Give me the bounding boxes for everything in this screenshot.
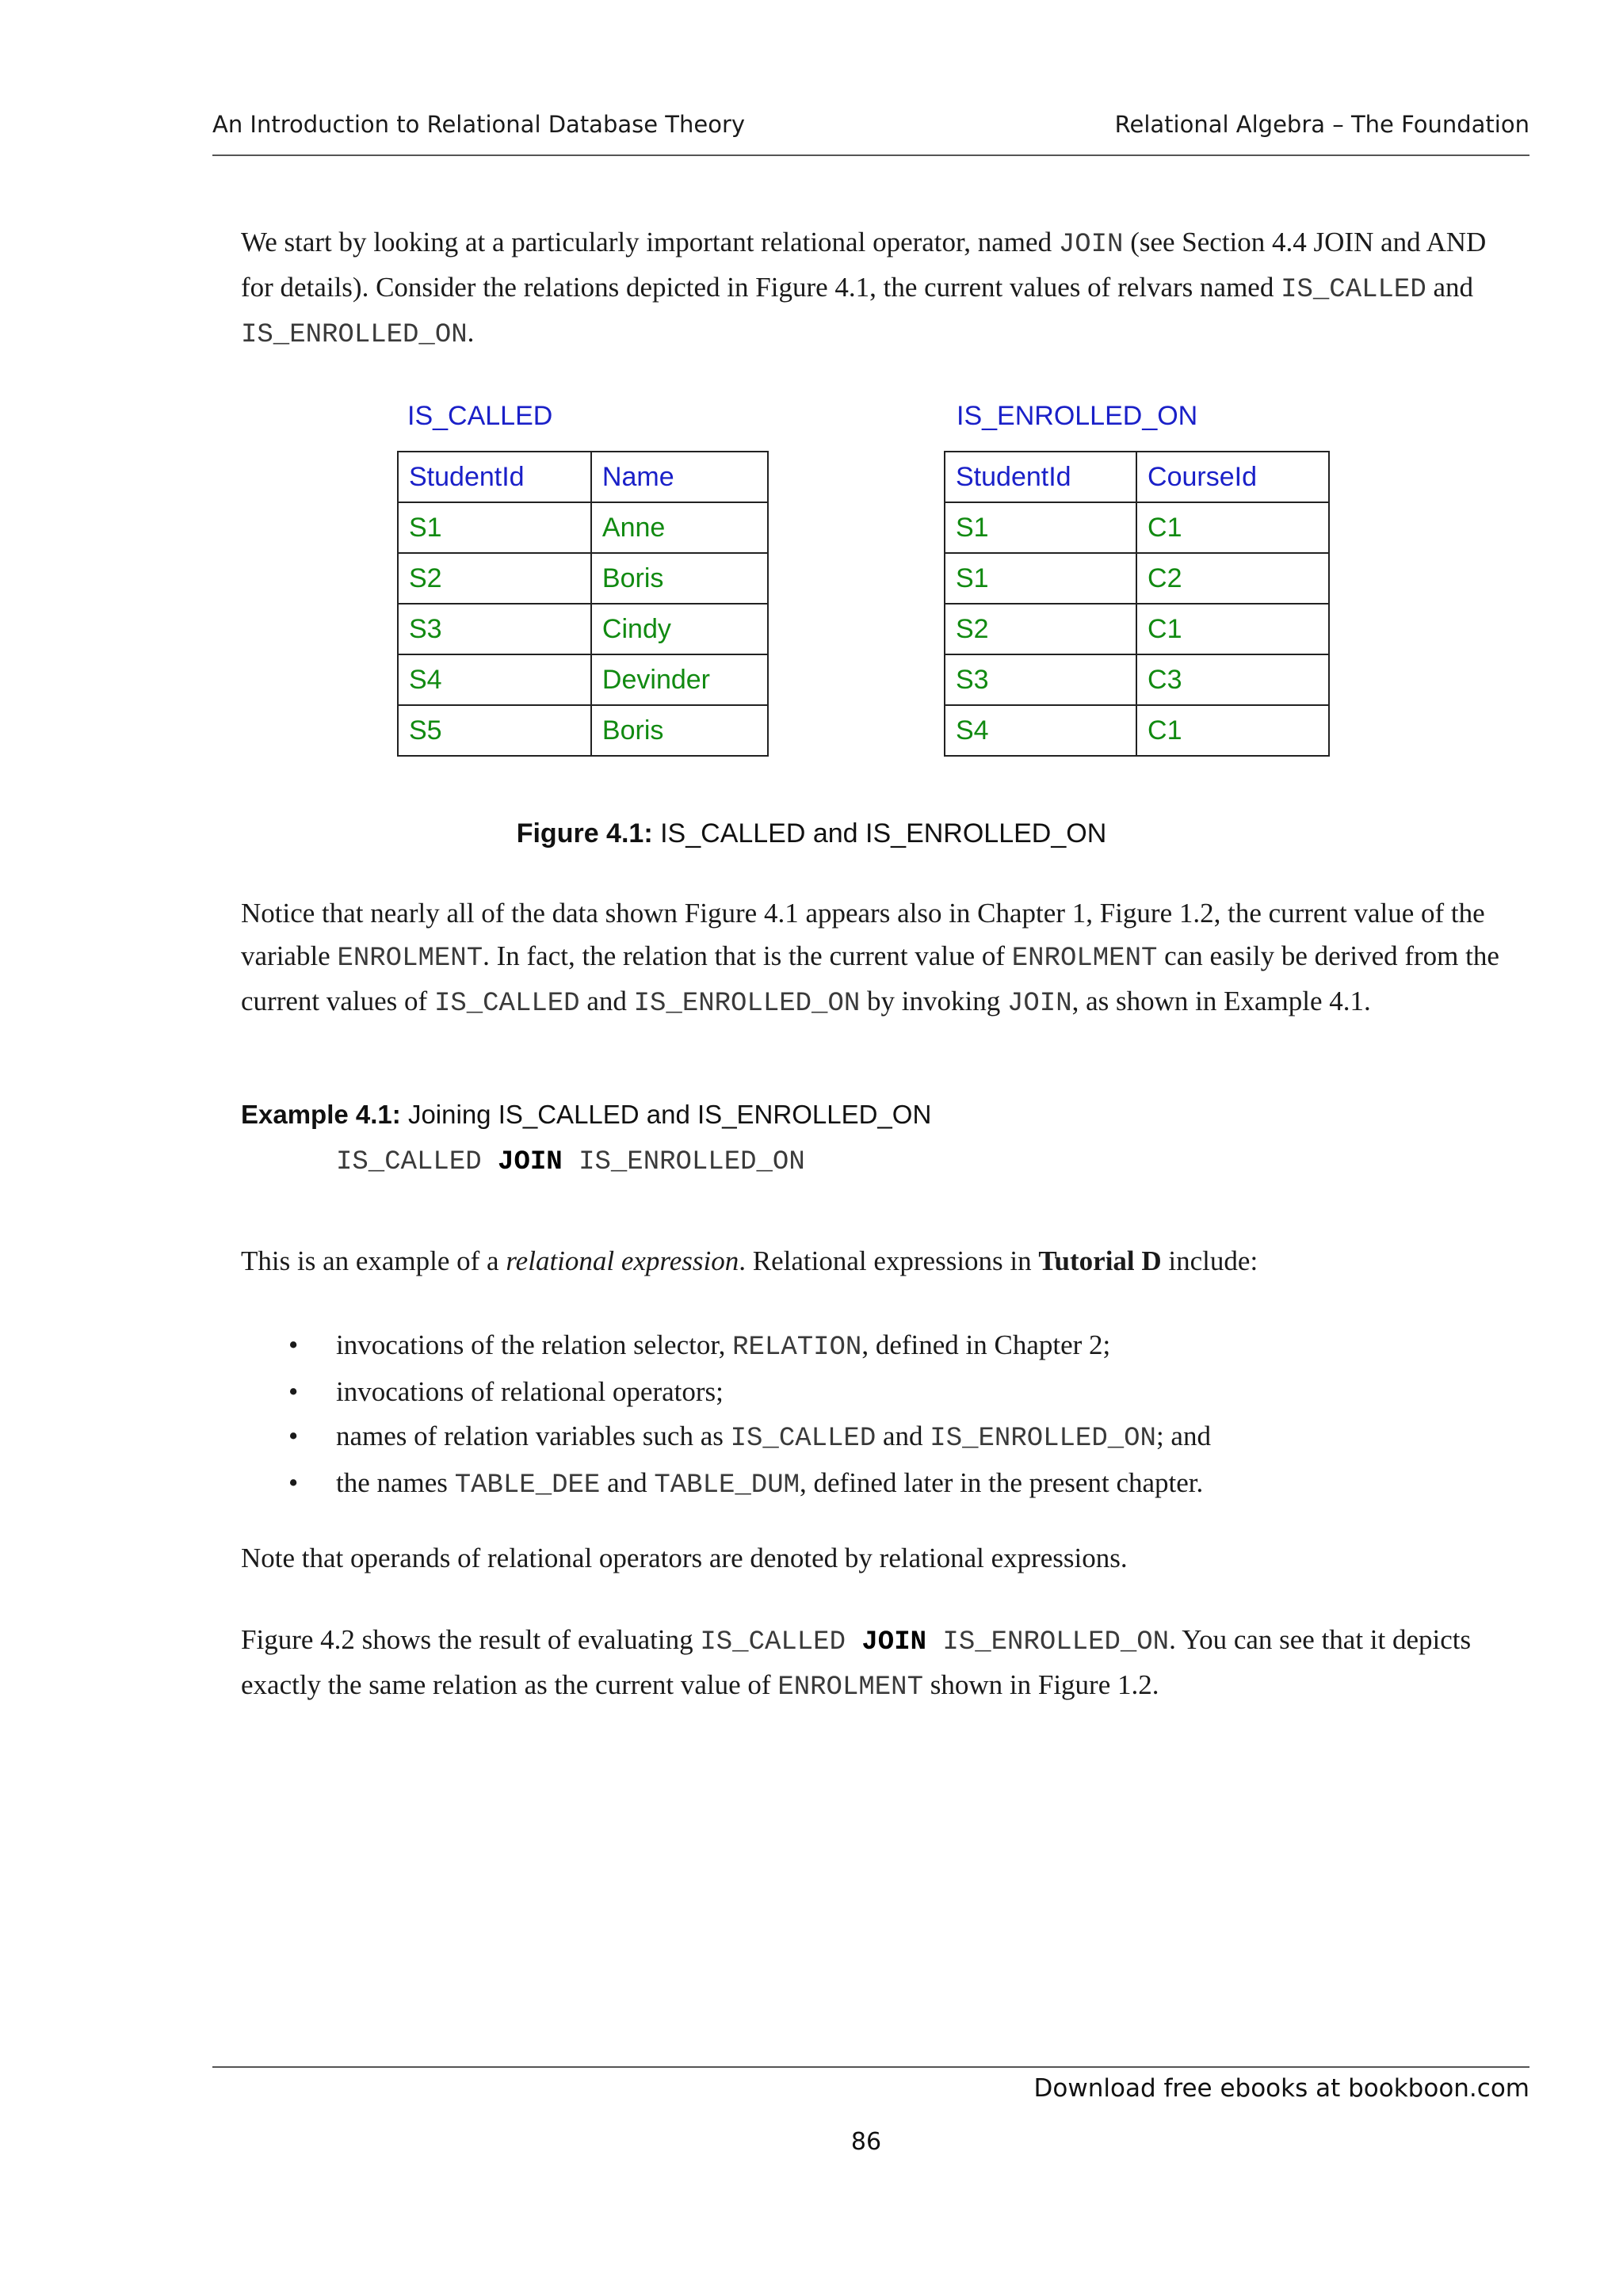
table-cell: S4 — [398, 654, 591, 705]
code-table-dee: TABLE_DEE — [454, 1470, 601, 1501]
code-is-called: IS_CALLED — [700, 1627, 862, 1657]
table-cell: Devinder — [591, 654, 768, 705]
table-cell: C1 — [1136, 502, 1329, 553]
table-row — [398, 705, 768, 756]
example-code: IS_CALLED JOIN IS_ENROLLED_ON — [336, 1147, 805, 1177]
example-label: Example 4.1: — [241, 1100, 401, 1129]
bullet-icon: • — [288, 1376, 299, 1407]
code-is-called: IS_CALLED — [730, 1424, 876, 1454]
download-link[interactable]: Download free ebooks at bookboon.com — [1033, 2074, 1529, 2103]
code-is-called: IS_CALLED — [433, 989, 580, 1019]
code-enrolment: ENROLMENT — [777, 1672, 923, 1703]
table-cell: Anne — [591, 502, 768, 553]
table-cell: S3 — [398, 604, 591, 654]
code-enrolment: ENROLMENT — [337, 944, 483, 974]
code-join: JOIN — [1006, 989, 1072, 1019]
table-cell: S5 — [398, 705, 591, 756]
table-cell: C1 — [1136, 604, 1329, 654]
relexpr-paragraph: This is an example of a relational expression. Relational expressions in Tutorial D include: — [241, 1245, 1258, 1276]
figure42-paragraph: Figure 4.2 shows the result of evaluating IS_CALLED JOIN IS_ENROLLED_ON. You can see that it depicts exactly the same relation as the current value of ENROLMENT shown in Figure 1.2. — [241, 1624, 1472, 1703]
table-cell: S1 — [945, 502, 1136, 553]
code-is-called: IS_CALLED — [1281, 275, 1426, 305]
table-header-row — [398, 452, 768, 502]
code-table-dum: TABLE_DUM — [654, 1470, 800, 1501]
code-is-enrolled-on: IS_ENROLLED_ON — [930, 1424, 1156, 1454]
code-is-enrolled-on: IS_ENROLLED_ON — [926, 1627, 1170, 1657]
book-title: An Introduction to Relational Database Theory — [212, 111, 746, 138]
figure-label: Figure 4.1: — [516, 818, 653, 849]
table-cell: Cindy — [591, 604, 768, 654]
list-item: • names of relation variables such as IS_CALLED and IS_ENROLLED_ON; and — [241, 1414, 1211, 1461]
term-tutorial-d: Tutorial D — [1038, 1245, 1162, 1276]
table-row — [398, 604, 768, 654]
list-item: • the names TABLE_DEE and TABLE_DUM, defined later in the present chapter. — [241, 1461, 1211, 1508]
table-row — [945, 604, 1329, 654]
table-row — [398, 502, 768, 553]
term-relational-expression: relational expression — [506, 1245, 739, 1276]
table-cell: C3 — [1136, 654, 1329, 705]
table-header-row — [945, 452, 1329, 502]
table-title-is-called: IS_CALLED — [407, 401, 553, 431]
column-header: Name — [591, 452, 768, 502]
table-row — [945, 553, 1329, 604]
table-row — [945, 654, 1329, 705]
table-row — [945, 502, 1329, 553]
table-row — [398, 654, 768, 705]
table-cell: S3 — [945, 654, 1136, 705]
table-row — [945, 705, 1329, 756]
bullet-icon: • — [288, 1421, 299, 1451]
example-heading: Example 4.1: Joining IS_CALLED and IS_ENROLLED_ON — [241, 1100, 932, 1129]
keyword-join: JOIN — [498, 1147, 563, 1177]
table-cell: S2 — [945, 604, 1136, 654]
table-cell: C1 — [1136, 705, 1329, 756]
keyword-join: JOIN — [861, 1627, 927, 1657]
code-is-enrolled-on: IS_ENROLLED_ON — [241, 320, 468, 350]
notice-paragraph: Notice that nearly all of the data shown Figure 4.1 appears also in Chapter 1, Figure 1.2, the current value of the variable ENROLMENT. In fact, the relation that is the current value of ENROLMENT can easily be derived from the current values of IS_CALLED and IS_ENROLLED_ON by invoking JOIN, as shown in Example 4.1. — [241, 898, 1499, 1019]
table-cell: S1 — [398, 502, 591, 553]
table-cell: Boris — [591, 553, 768, 604]
code-enrolment: ENROLMENT — [1011, 944, 1158, 974]
page-number: 86 — [850, 2128, 882, 2156]
table-cell: Boris — [591, 705, 768, 756]
operands-note: Note that operands of relational operators are denoted by relational expressions. — [241, 1543, 1128, 1573]
table-title-is-enrolled-on: IS_ENROLLED_ON — [957, 401, 1198, 431]
table-cell: C2 — [1136, 553, 1329, 604]
code-is-enrolled-on: IS_ENROLLED_ON — [633, 989, 861, 1019]
table-cell: S1 — [945, 553, 1136, 604]
column-header: StudentId — [945, 452, 1136, 502]
table-cell: S4 — [945, 705, 1136, 756]
list-item: • invocations of relational operators; — [241, 1370, 1211, 1414]
table-cell: S2 — [398, 553, 591, 604]
relation-is-enrolled-on — [944, 451, 1330, 757]
bullet-icon: • — [288, 1329, 299, 1360]
footer-rule — [212, 2066, 1529, 2068]
bullet-icon: • — [288, 1467, 299, 1498]
code-join: JOIN — [1058, 230, 1124, 260]
figure-caption: Figure 4.1: IS_CALLED and IS_ENROLLED_ON — [516, 818, 1107, 849]
table-row — [398, 553, 768, 604]
list-item: • invocations of the relation selector, RELATION, defined in Chapter 2; — [241, 1323, 1211, 1370]
expression-list — [241, 1323, 1211, 1508]
chapter-title: Relational Algebra – The Foundation — [1114, 111, 1529, 138]
relation-is-called — [397, 451, 769, 757]
intro-paragraph: We start by looking at a particularly important relational operator, named JOIN (see Section 4.4 JOIN and AND for details). Consider the relations depicted in Figure 4.1, the current values of relvars named IS_CALLED and IS_ENROLLED_ON. — [241, 227, 1487, 350]
header-rule — [212, 154, 1529, 156]
column-header: CourseId — [1136, 452, 1329, 502]
code-relation: RELATION — [732, 1333, 862, 1363]
column-header: StudentId — [398, 452, 591, 502]
